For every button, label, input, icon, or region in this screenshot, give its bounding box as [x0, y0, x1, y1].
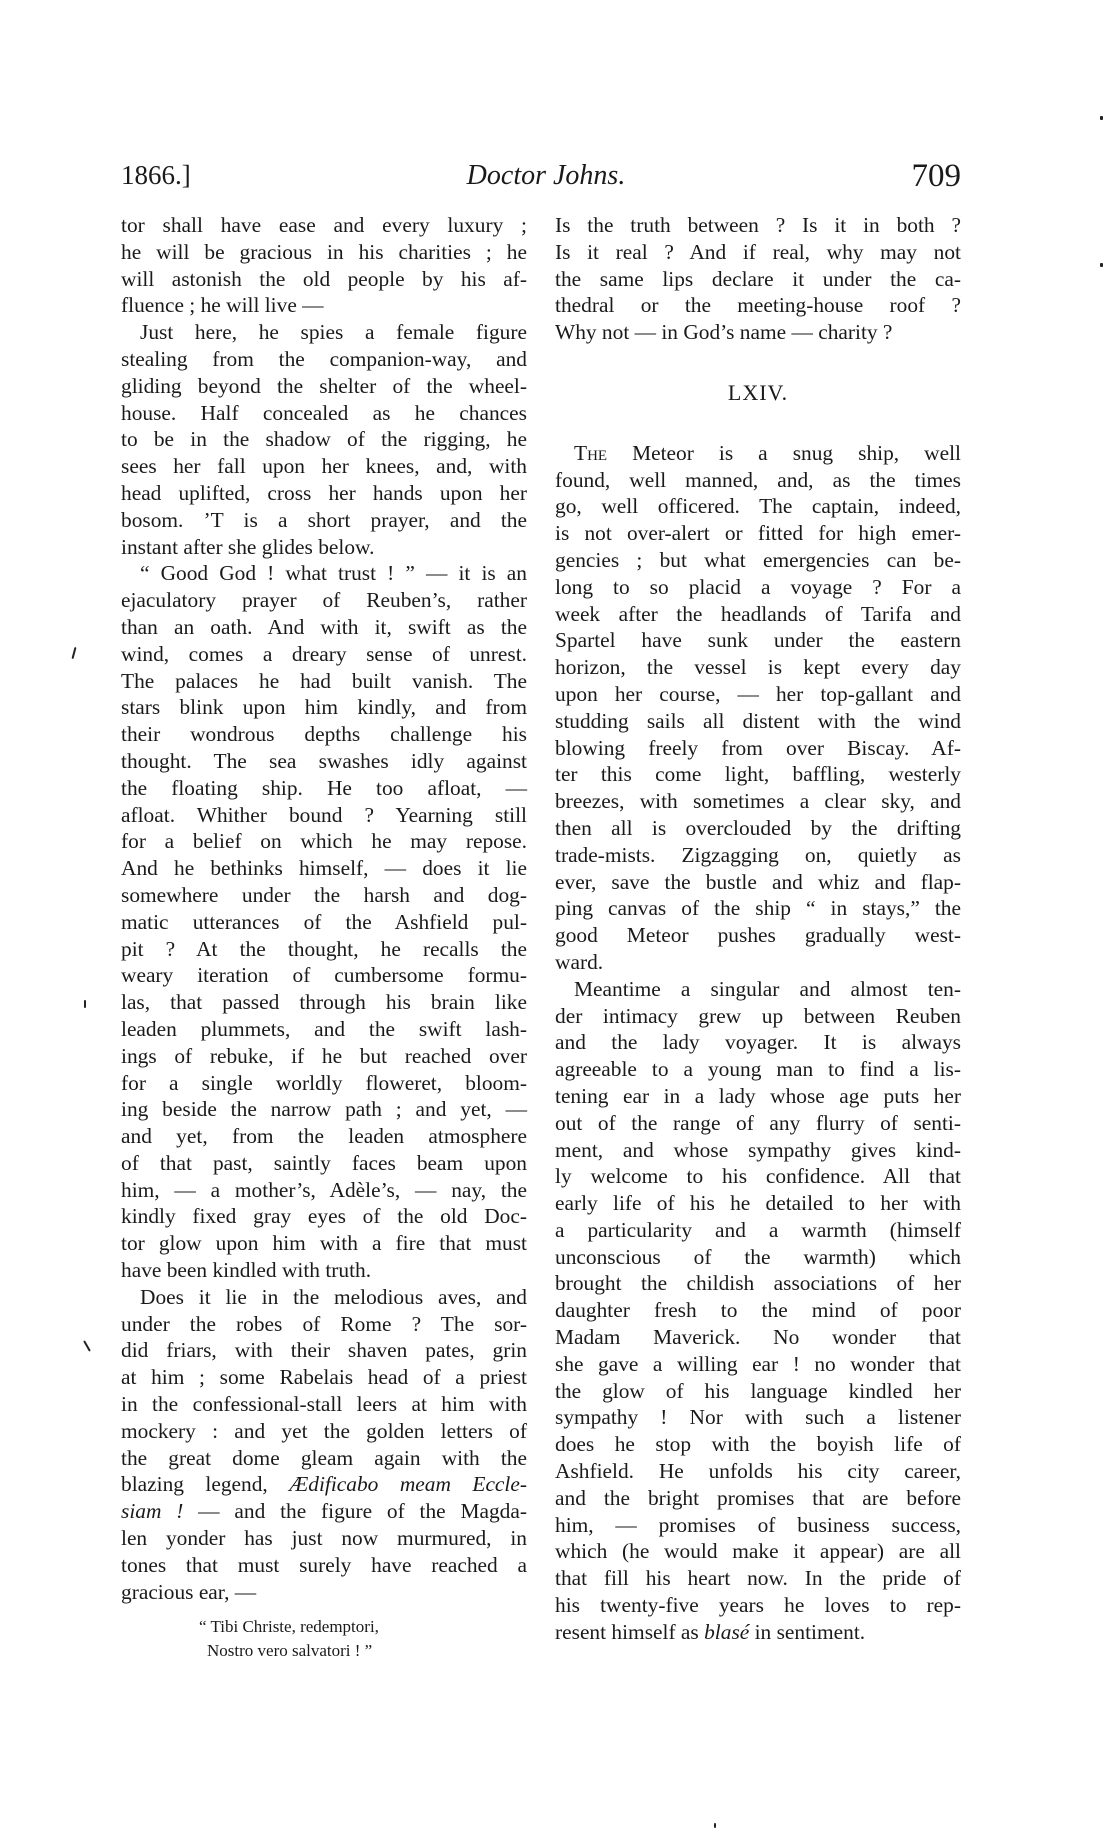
margin-mark [714, 1823, 716, 1828]
text-line: kindly fixed gray eyes of the old Doc- [121, 1204, 527, 1229]
text-line: brought the childish associations of her [555, 1271, 961, 1296]
text-line: horizon, the vessel is kept every day [555, 655, 961, 680]
text-line: der intimacy grew up between Reuben [555, 1003, 961, 1028]
margin-mark [71, 647, 76, 659]
page-number: 709 [911, 158, 961, 194]
margin-mark [1100, 116, 1103, 120]
text-line: for a belief on which he may repose. [121, 829, 527, 854]
text-line: afloat. Whither bound ? Yearning still [121, 802, 527, 827]
running-head-title: Doctor Johns. [466, 160, 626, 191]
text-line: fluence ; he will live — [121, 293, 324, 318]
text-line: daughter fresh to the mind of poor [555, 1298, 961, 1323]
text-line: his twenty-five years he loves to rep- [555, 1593, 961, 1618]
text-line: found, well manned, and, as the times [555, 467, 961, 492]
text-line: tening ear in a lady whose age puts her [555, 1083, 961, 1108]
text-line [121, 1471, 527, 1498]
text-line: ever, save the bustle and whiz and flap- [555, 869, 961, 894]
text-line: sees her fall upon her knees, and, with [121, 454, 527, 479]
text-line: blowing freely from over Biscay. Af- [555, 735, 961, 760]
text-line: weary iteration of cumbersome formu- [121, 963, 527, 988]
text-line: stealing from the companion-way, and [121, 346, 527, 371]
text-line: the floating ship. He too afloat, — [121, 775, 527, 800]
text-line: have been kindled with truth. [121, 1258, 372, 1283]
text-line: gliding beyond the shelter of the wheel- [121, 373, 527, 398]
text-line: And he bethinks himself, — does it lie [121, 856, 527, 881]
text-line: Does it lie in the melodious aves, and [140, 1284, 527, 1309]
text-line: thedral or the meeting-house roof ? [555, 293, 961, 318]
text-line: did friars, with their shaven pates, grin [121, 1338, 527, 1363]
text-line: week after the headlands of Tarifa and [555, 601, 961, 626]
text-line: good Meteor pushes gradually west- [555, 923, 961, 948]
text-line: out of the range of any flurry of senti- [555, 1110, 961, 1135]
text-line: breezes, with sometimes a clear sky, and [555, 789, 961, 814]
text-line: the same lips declare it under the ca- [555, 266, 961, 291]
text-line: Is the truth between ? Is it in both ? [555, 213, 961, 237]
text-line: him, — promises of business success, [555, 1512, 961, 1537]
text-line: early life of his he detailed to her with [555, 1191, 961, 1216]
text-line: “ Good God ! what trust ! ” — it is an [140, 561, 527, 586]
text-line: tones that must surely have reached a [121, 1552, 527, 1577]
text-line: studding sails all distent with the wind [555, 708, 961, 733]
text-line: gencies ; but what emergencies can be- [555, 547, 961, 572]
text-line: ing beside the narrow path ; and yet, — [121, 1097, 527, 1122]
text-line: under the robes of Rome ? The sor- [121, 1311, 527, 1336]
text-fragment: blazing legend, [121, 1472, 290, 1497]
chapter-heading: LXIV. [727, 379, 789, 405]
text-line: Ashfield. He unfolds his city career, [555, 1459, 961, 1484]
italic-word: blasé [704, 1619, 750, 1644]
text-line: gracious ear, — [121, 1579, 257, 1604]
text-line: thought. The sea swashes idly against [121, 748, 527, 773]
text-line: she gave a willing ear ! no wonder that [555, 1351, 961, 1376]
text-line [121, 1498, 527, 1525]
text-line: bosom. ’T is a short prayer, and the [121, 507, 527, 532]
running-head [121, 160, 961, 200]
text-line: mockery : and yet the golden letters of [121, 1418, 527, 1443]
text-line: trade-mists. Zigzagging on, quietly as [555, 842, 961, 867]
text-line: for a single worldly floweret, bloom- [121, 1070, 527, 1095]
text-line: stars blink upon him kindly, and from [121, 695, 527, 720]
text-line: Why not — in God’s name — charity ? [555, 320, 893, 345]
text-line: and yet, from the leaden atmosphere [121, 1124, 527, 1149]
text-line [555, 440, 961, 467]
text-line: ter this come light, baffling, westerly [555, 762, 961, 787]
latin-inscription: Ædificabo meam Eccle- [289, 1472, 527, 1497]
verse-line: “ Tibi Christe, redemptori, [199, 1617, 379, 1637]
text-line: the great dome gleam again with the [121, 1445, 527, 1470]
text-fragment: Meteor is a snug ship, well [607, 440, 961, 465]
latin-verse [121, 1615, 527, 1663]
text-line: to be in the shadow of the rigging, he [121, 427, 527, 452]
text-line: him, — a mother’s, Adèle’s, — nay, the [121, 1177, 527, 1202]
margin-mark [83, 1340, 91, 1351]
text-line: that fill his heart now. In the pride of [555, 1566, 961, 1591]
text-line: The palaces he had built vanish. The [121, 668, 527, 693]
text-line: Spartel have sunk under the eastern [555, 628, 961, 653]
margin-mark [84, 1000, 86, 1008]
text-line: head uplifted, cross her hands upon her [121, 480, 527, 505]
text-line: long to so placid a voyage ? For a [555, 574, 961, 599]
text-line: matic utterances of the Ashfield pul- [121, 909, 527, 934]
text-line: upon her course, — her top-gallant and [555, 681, 961, 706]
text-line: ly welcome to his confidence. All that [555, 1164, 961, 1189]
right-column [555, 212, 961, 1646]
text-line: does he stop with the boyish life of [555, 1432, 961, 1457]
text-line: ping canvas of the ship “ in stays,” the [555, 896, 961, 921]
text-line: which (he would make it appear) are all [555, 1539, 961, 1564]
text-line: Is it real ? And if real, why may not [555, 239, 961, 264]
text-line: instant after she glides below. [121, 534, 375, 559]
text-line: the glow of his language kindled her [555, 1378, 961, 1403]
text-line: and the lady voyager. It is always [555, 1030, 961, 1055]
text-line: sympathy ! Nor with such a listener [555, 1405, 961, 1430]
text-line: house. Half concealed as he chances [121, 400, 527, 425]
text-line: agreeable to a young man to find a lis- [555, 1057, 961, 1082]
text-line: a particularity and a warmth (himself [555, 1217, 961, 1242]
text-line: then all is overclouded by the drifting [555, 815, 961, 840]
text-line: las, that passed through his brain like [121, 990, 527, 1015]
text-line: at him ; some Rabelais head of a priest [121, 1365, 527, 1390]
text-line: leaden plummets, and the swift lash- [121, 1016, 527, 1041]
text-line: ejaculatory prayer of Reuben’s, rather [121, 588, 527, 613]
text-line: go, well officered. The captain, indeed, [555, 494, 961, 519]
text-line: Meantime a singular and almost ten- [574, 976, 961, 1001]
text-line: tor glow upon him with a fire that must [121, 1231, 527, 1256]
chapter-first-word: The [574, 440, 608, 465]
text-line: Madam Maverick. No wonder that [555, 1325, 961, 1350]
text-line: somewhere under the harsh and dog- [121, 882, 527, 907]
text-line: Just here, he spies a female figure [140, 320, 527, 345]
text-fragment: in sentiment. [749, 1619, 866, 1644]
latin-inscription: siam ! [121, 1499, 184, 1524]
text-line: he will be gracious in his charities ; he [121, 239, 527, 264]
text-line: of that past, saintly faces beam upon [121, 1150, 527, 1175]
margin-mark [1100, 263, 1103, 267]
text-line: ings of rebuke, if he but reached over [121, 1043, 527, 1068]
text-line: in the confessional-stall leers at him with [121, 1392, 527, 1417]
left-column [121, 212, 527, 1663]
text-line: ment, and whose sympathy gives kind- [555, 1137, 961, 1162]
text-line [555, 1619, 961, 1646]
text-line: than an oath. And with it, swift as the [121, 614, 527, 639]
text-line: len yonder has just now murmured, in [121, 1526, 527, 1551]
text-line: unconscious of the warmth) which [555, 1244, 961, 1269]
verse-line: Nostro vero salvatori ! ” [207, 1641, 373, 1661]
text-line: will astonish the old people by his af- [121, 266, 527, 291]
text-line: pit ? At the thought, he recalls the [121, 936, 527, 961]
text-fragment: — and the figure of the Magda- [198, 1499, 527, 1524]
text-fragment: resent himself as [555, 1619, 705, 1644]
text-line: ward. [555, 949, 604, 974]
text-line: their wondrous depths challenge his [121, 722, 527, 747]
text-line: wind, comes a dreary sense of unrest. [121, 641, 527, 666]
text-line: tor shall have ease and every luxury ; [121, 213, 527, 237]
text-line: and the bright promises that are before [555, 1485, 961, 1510]
running-head-year: 1866.] [121, 160, 191, 190]
text-line: is not over-alert or fitted for high emer- [555, 521, 961, 546]
